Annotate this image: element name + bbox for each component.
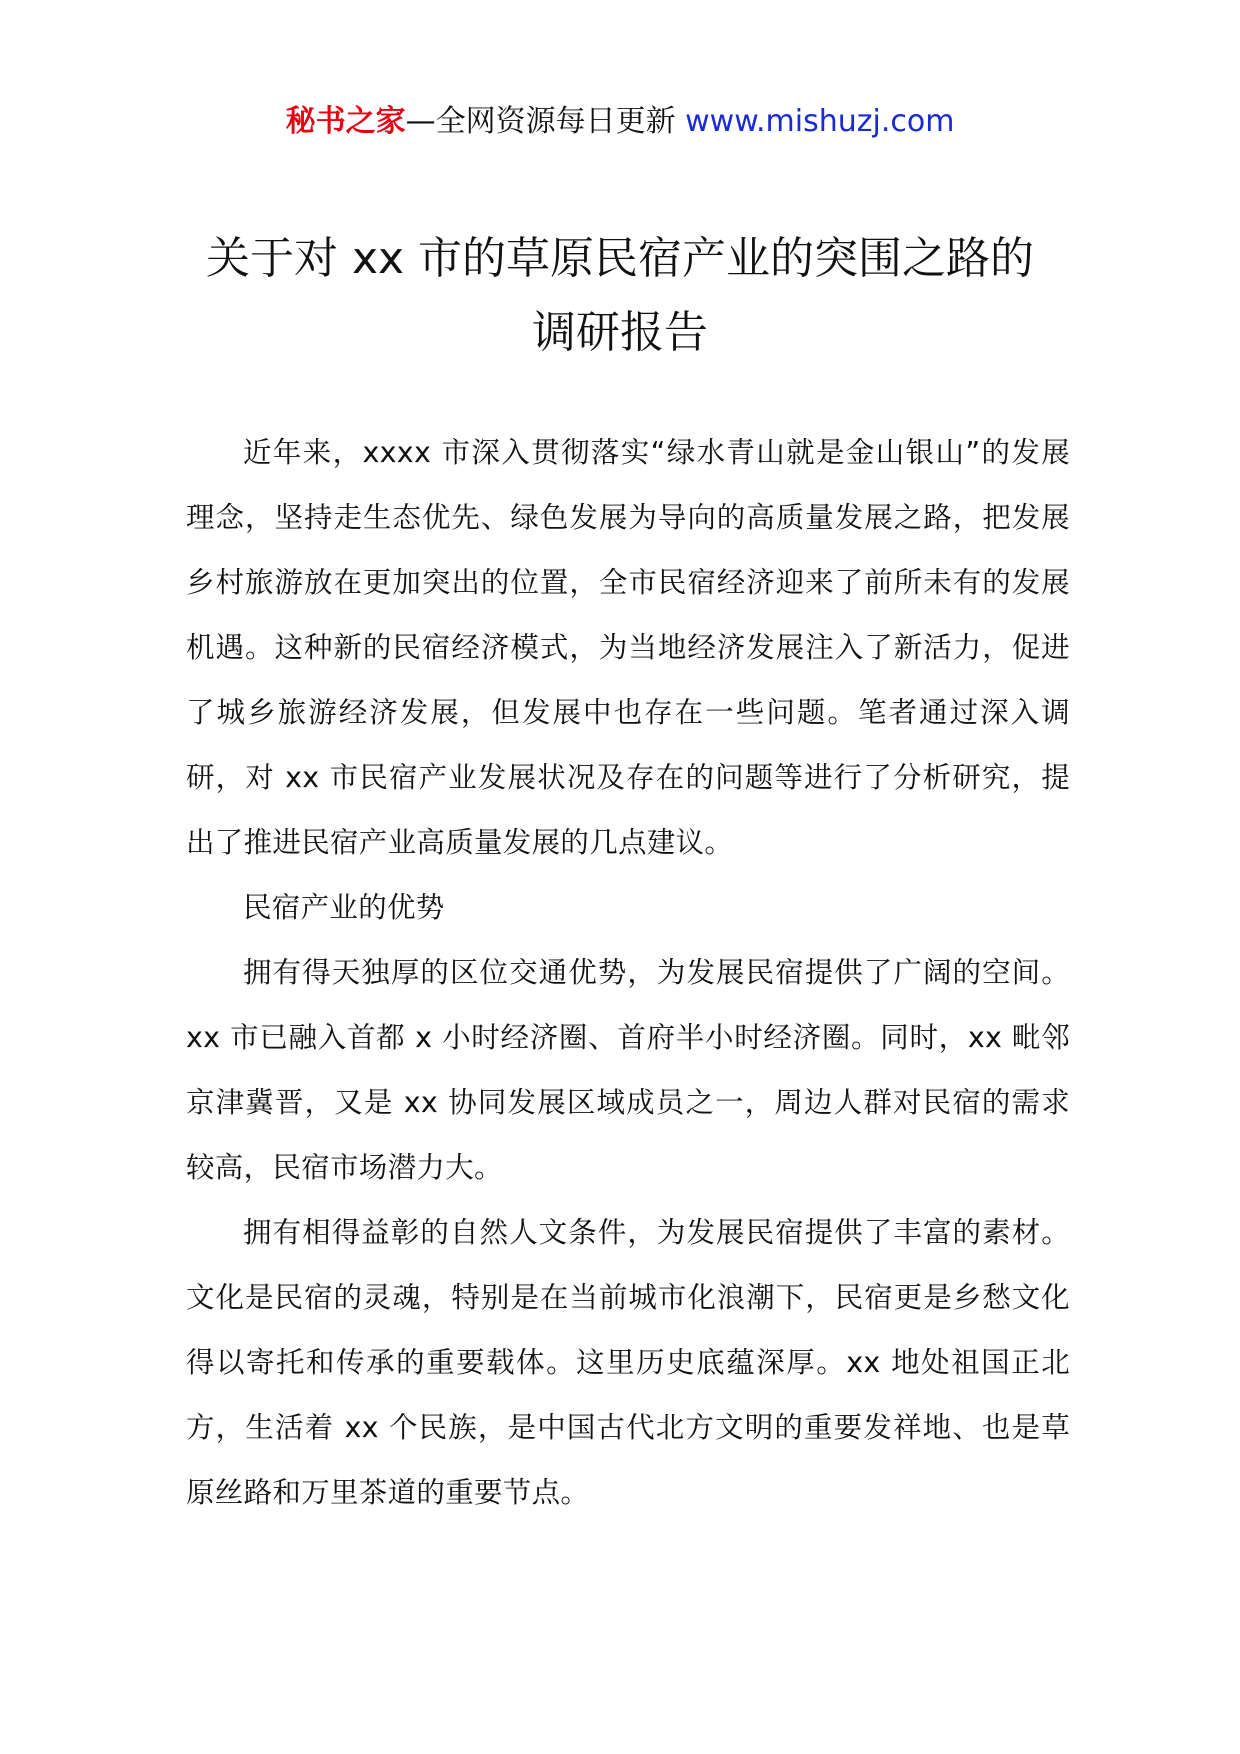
banner-tagline: —全网资源每日更新 <box>405 104 676 139</box>
document-body <box>186 420 1070 1525</box>
title-line-1: 关于对 xx 市的草原民宿产业的突围之路的 <box>205 233 1035 284</box>
title-line-2: 调研报告 <box>532 307 708 358</box>
paragraph-culture: 拥有相得益彰的自然人文条件，为发展民宿提供了丰富的素材。文化是民宿的灵魂，特别是在当前城市化浪潮下，民宿更是乡愁文化得以寄托和传承的重要载体。这里历史底蕴深厚。xx 地处祖国正北方，生活着 xx 个民族，是中国古代北方文明的重要发祥地、也是草原丝路和万里茶道的重要节点。 <box>186 1216 1070 1509</box>
document-title <box>150 222 1090 370</box>
section-heading: 民宿产业的优势 <box>243 891 445 924</box>
site-url-link[interactable]: www.mishuzj.com <box>685 104 955 139</box>
paragraph-intro: 近年来，xxxx 市深入贯彻落实“绿水青山就是金山银山”的发展理念，坚持走生态优先、绿色发展为导向的高质量发展之路，把发展乡村旅游放在更加突出的位置，全市民宿经济迎来了前所未有的发展机遇。这种新的民宿经济模式，为当地经济发展注入了新活力，促进了城乡旅游经济发展，但发展中也存在一些问题。笔者通过深入调研，对 xx 市民宿产业发展状况及存在的问题等进行了分析研究，提出了推进民宿产业高质量发展的几点建议。 <box>186 436 1070 859</box>
brand-name: 秘书之家 <box>285 104 406 139</box>
paragraph-location: 拥有得天独厚的区位交通优势，为发展民宿提供了广阔的空间。xx 市已融入首都 x 小时经济圈、首府半小时经济圈。同时，xx 毗邻京津冀晋，又是 xx 协同发展区域成员之一，周边人群对民宿的需求较高，民宿市场潜力大。 <box>186 956 1070 1184</box>
site-banner <box>0 100 1240 144</box>
